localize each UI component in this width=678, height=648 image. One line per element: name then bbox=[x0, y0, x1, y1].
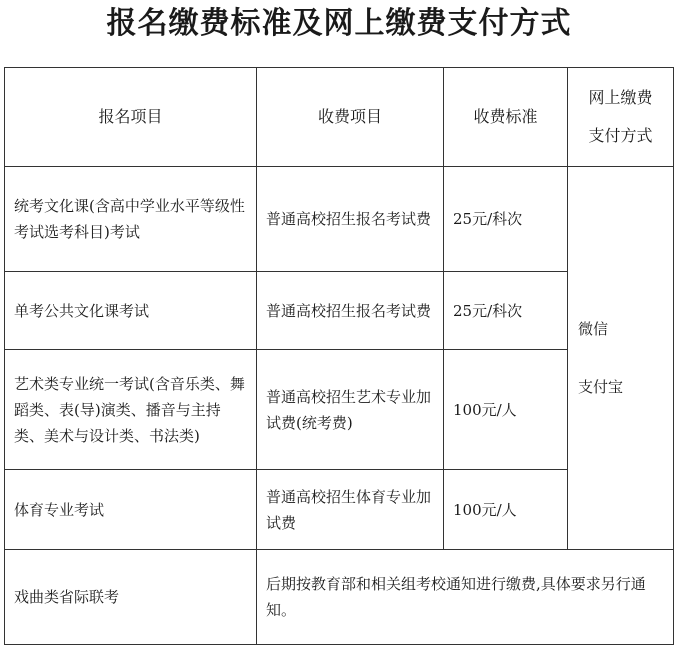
header-payment-line1: 网上缴费 bbox=[588, 88, 653, 107]
table-row bbox=[5, 550, 674, 645]
row-item: 体育专业考试 bbox=[5, 470, 257, 550]
row-item: 艺术类专业统一考试(含音乐类、舞蹈类、表(导)演类、播音与主持类、美术与设计类、书法类) bbox=[5, 350, 257, 470]
row-item: 单考公共文化课考试 bbox=[5, 272, 257, 350]
table-header-row bbox=[5, 68, 674, 167]
row-item: 戏曲类省际联考 bbox=[5, 550, 257, 645]
row-fee-standard: 100元/人 bbox=[444, 470, 568, 550]
row-item: 统考文化课(含高中学业水平等级性考试选考科目)考试 bbox=[5, 167, 257, 272]
row-fee-item: 普通高校招生体育专业加试费 bbox=[257, 470, 444, 550]
header-payment-method bbox=[568, 68, 674, 167]
row-fee-item: 普通高校招生艺术专业加试费(统考费) bbox=[257, 350, 444, 470]
row-fee-standard: 25元/科次 bbox=[444, 167, 568, 272]
header-item: 报名项目 bbox=[5, 68, 257, 167]
header-fee-standard: 收费标准 bbox=[444, 68, 568, 167]
row-fee-item: 普通高校招生报名考试费 bbox=[257, 167, 444, 272]
header-fee-item: 收费项目 bbox=[257, 68, 444, 167]
header-payment-line2: 支付方式 bbox=[588, 126, 653, 145]
row-fee-item: 普通高校招生报名考试费 bbox=[257, 272, 444, 350]
page-title: 报名缴费标准及网上缴费支付方式 bbox=[106, 6, 572, 41]
table-row bbox=[5, 167, 674, 272]
fee-table bbox=[4, 67, 674, 645]
row-note: 后期按教育部和相关组考校通知进行缴费,具体要求另行通知。 bbox=[257, 550, 674, 645]
payment-method-wechat: 微信 bbox=[578, 320, 609, 338]
row-fee-standard: 25元/科次 bbox=[444, 272, 568, 350]
payment-method-alipay: 支付宝 bbox=[578, 378, 624, 396]
payment-methods-cell bbox=[568, 167, 674, 550]
row-fee-standard: 100元/人 bbox=[444, 350, 568, 470]
